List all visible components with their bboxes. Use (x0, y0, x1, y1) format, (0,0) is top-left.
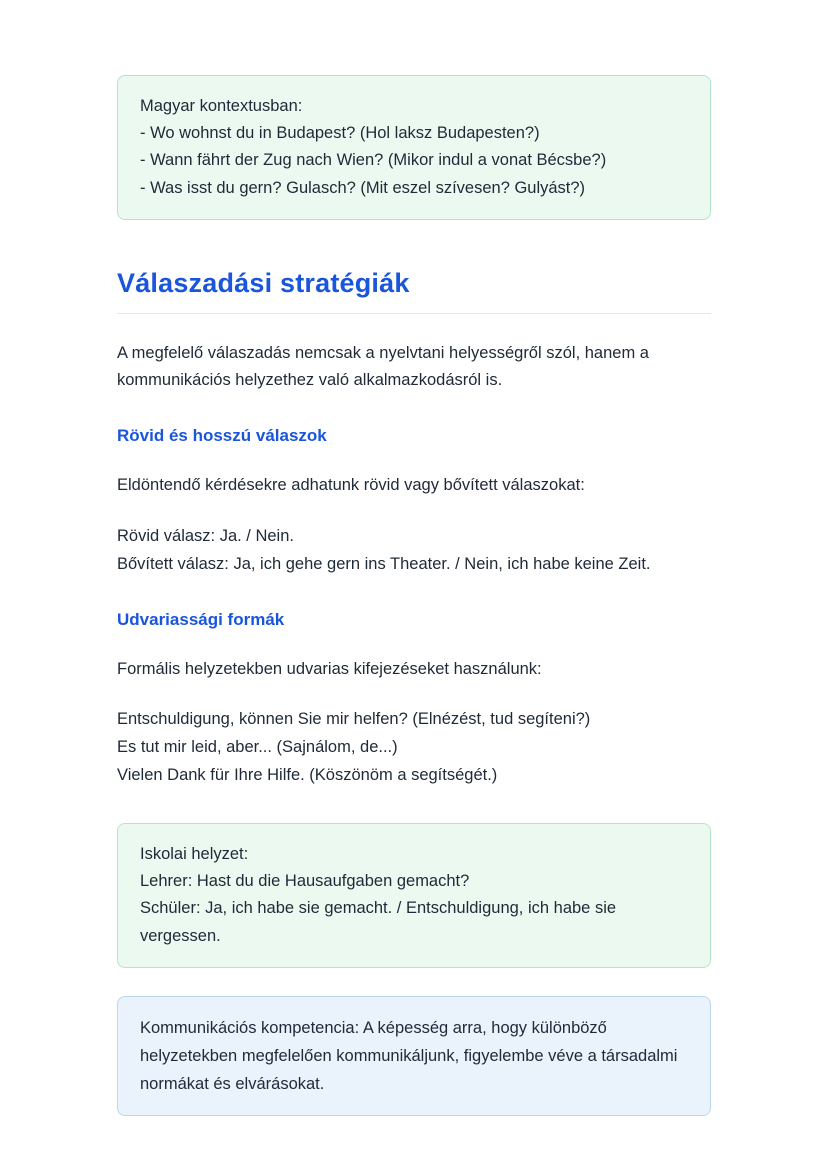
politeness-examples (117, 705, 711, 789)
subsection-heading-short-long: Rövid és hosszú válaszok (117, 426, 327, 446)
example-line: Iskolai helyzet: (140, 844, 249, 863)
example-box-context (117, 75, 711, 220)
example-line: Schüler: Ja, ich habe sie gemacht. / Entschuldigung, ich habe sie vergessen. (140, 899, 617, 945)
subsection-heading-politeness: Udvariassági formák (117, 609, 285, 629)
subsection-intro-paragraph: Eldöntendő kérdésekre adhatunk rövid vagy bővített válaszokat: (117, 476, 585, 495)
definition-box (117, 996, 711, 1116)
example-line: Es tut mir leid, aber... (Sajnálom, de...) (117, 737, 398, 756)
example-line: Magyar kontextusban: (140, 97, 303, 115)
answer-examples (117, 522, 711, 578)
example-line: Bővített válasz: Ja, ich gehe gern ins Theater. / Nein, ich habe keine Zeit. (117, 554, 651, 573)
section-intro-paragraph: A megfelelő válaszadás nemcsak a nyelvtani helyességről szól, hanem a kommunikációs helyzethez való alkalmazkodásról is. (117, 343, 649, 390)
subsection-intro-paragraph: Formális helyzetekben udvarias kifejezéseket használunk: (117, 659, 542, 678)
example-line: Lehrer: Hast du die Hausaufgaben gemacht? (140, 872, 470, 891)
example-line: - Was isst du gern? Gulasch? (Mit eszel szívesen? Gulyást?) (140, 178, 586, 197)
example-line: - Wann fährt der Zug nach Wien? (Mikor indul a vonat Bécsbe?) (140, 151, 607, 170)
definition-text: Kommunikációs kompetencia: A képesség arra, hogy különböző helyzetekben megfelelően kommunikáljunk, figyelembe véve a társadalmi normákat és elvárásokat. (140, 1018, 678, 1093)
example-line: Entschuldigung, können Sie mir helfen? (Elnézést, tud segíteni?) (117, 709, 591, 728)
section-heading: Válaszadási stratégiák (117, 268, 711, 314)
example-box-school (117, 823, 711, 968)
example-line: Vielen Dank für Ihre Hilfe. (Köszönöm a segítségét.) (117, 765, 498, 784)
example-line: Rövid válasz: Ja. / Nein. (117, 526, 294, 545)
example-line: - Wo wohnst du in Budapest? (Hol laksz Budapesten?) (140, 124, 540, 143)
